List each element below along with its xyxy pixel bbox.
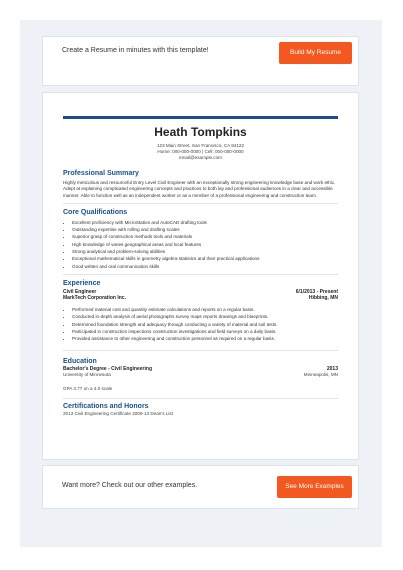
experience-company-row <box>63 295 338 301</box>
contact-address: 123 Main Street, San Francisco, CA 94122 <box>156 143 245 148</box>
contact-block <box>63 143 338 161</box>
degree: Bachelor's Degree - Civil Engineering <box>63 366 152 373</box>
education-title: Education <box>63 358 97 366</box>
list-item: • Strong analytical and problem-solving abilities <box>72 248 338 255</box>
top-banner-text: Create a Resume in minutes with this template! <box>62 47 209 54</box>
graduation-year: 2013 <box>326 366 338 373</box>
qualifications-list <box>63 219 338 270</box>
job-dates: 6/1/2013 - Present <box>295 288 338 295</box>
build-resume-button[interactable]: Build My Resume <box>279 42 352 64</box>
certifications-section <box>63 403 338 416</box>
resume-document <box>42 92 359 460</box>
list-item: • Exceptional mathematical skills in geometry algebra statistics and their practical applications <box>72 255 338 262</box>
page-background <box>20 20 382 547</box>
experience-title: Experience <box>63 279 101 287</box>
education-section <box>63 358 338 391</box>
certifications-text: 2013 Civil Engineering Certificate 2009-13 Dean's List <box>63 411 173 417</box>
bottom-banner-text: Want more? Check out our other examples. <box>62 482 198 489</box>
list-item: • Provided assistance to other engineering and construction personnel as required on a regular basis. <box>72 335 338 342</box>
gpa: GPA 3.77 on a 4.0 scale <box>63 386 113 392</box>
education-school-row <box>63 372 338 377</box>
top-banner <box>42 36 359 86</box>
list-item: • Outstanding expertise with rolling and drafting scales <box>72 226 338 233</box>
list-item: • Superior grasp of construction methods tools and materials <box>72 233 338 240</box>
list-item: • Determined foundation strength and adequacy through conducting a variety of material and soil tests. <box>72 321 338 328</box>
qualifications-section <box>63 209 338 270</box>
divider <box>63 274 338 275</box>
qualifications-title: Core Qualifications <box>63 208 128 216</box>
see-more-examples-button[interactable]: See More Examples <box>277 476 352 498</box>
contact-email: email@example.com <box>179 155 222 160</box>
summary-text: Highly meticulous and resourceful Entry Level Civil Engineer with an exceptionally strong engineering knowledge base and work ethic. Adept at explaining complicated engineering concepts and practices to both lay and professional audiences in a clear and accessible manner. Able to function well as an independent worker or as a member of a professional engineering and construction team. <box>63 180 336 198</box>
certifications-title: Certifications and Honors <box>63 403 149 411</box>
list-item: • Conducted in-depth analysis of aerial photographs survey maps reports drawings and blueprints. <box>72 313 338 320</box>
company-name: MarkTech Corporation Inc. <box>63 294 126 301</box>
list-item: • High knowledge of varies geographical areas and local features <box>72 241 338 248</box>
summary-title: Professional Summary <box>63 170 139 177</box>
contact-phone: Home: 000-000-0000 | Cell: 000-000-0000 <box>157 149 244 154</box>
bottom-banner <box>42 465 359 509</box>
job-title: Civil Engineer <box>63 288 97 295</box>
resume-accent-bar <box>63 116 338 119</box>
list-item: • Participated in construction inspections construction investigations and field surveys on a daily basis. <box>72 328 338 335</box>
experience-section <box>63 280 338 342</box>
summary-section <box>63 170 338 199</box>
divider <box>63 203 338 204</box>
divider <box>63 350 338 351</box>
school-name: University of Minnesota <box>63 372 111 378</box>
divider <box>63 398 338 399</box>
list-item: • Good written and oral communication skills <box>72 263 338 270</box>
school-location: Minneapolis, MN <box>303 372 338 378</box>
list-item: • Excellent proficiency with MicroStation and AutoCAD drafting tools <box>72 219 338 226</box>
resume-name: Heath Tompkins <box>154 125 247 139</box>
experience-list <box>63 306 338 342</box>
job-location: Hibbing, MN <box>308 294 338 301</box>
list-item: • Performed material cost and quantity estimate calculations and reports on a regular basis. <box>72 306 338 313</box>
